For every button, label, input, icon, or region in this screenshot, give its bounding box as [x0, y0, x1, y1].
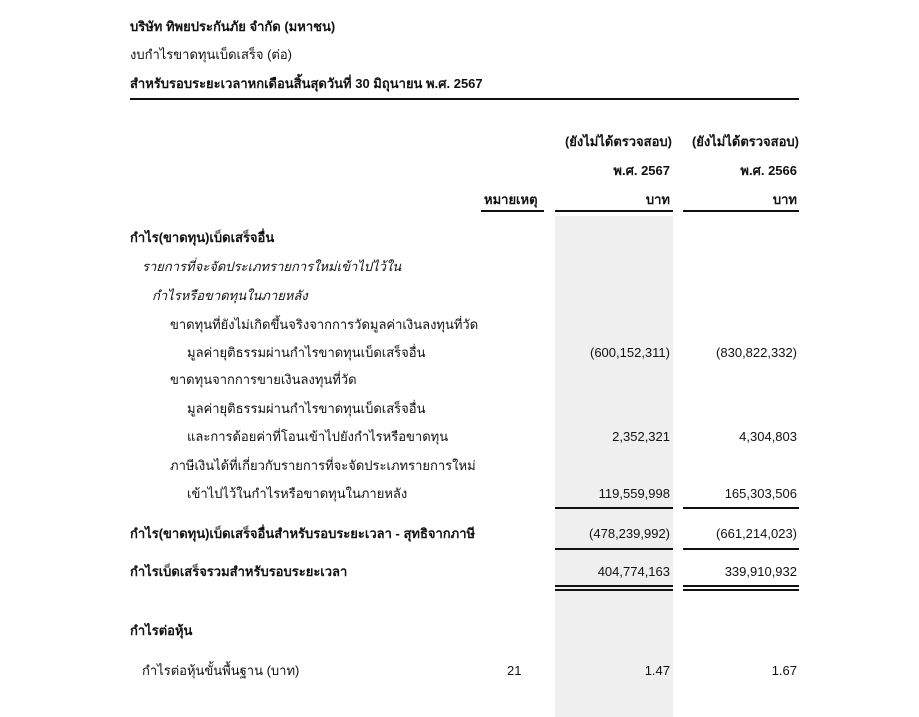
total-comprehensive-income-2567: 404,774,163: [597, 564, 670, 579]
total-col1-double-underline-bottom: [555, 589, 673, 591]
eps-heading: กำไรต่อหุ้น: [130, 623, 193, 638]
tax-2567: 119,559,998: [598, 486, 670, 501]
total-col2-double-underline-bottom: [683, 589, 799, 591]
tax-col2-underline: [683, 507, 799, 509]
reclass-subheading-line1: รายการที่จะจัดประเภทรายการใหม่เข้าไปไว้ใน: [142, 259, 402, 274]
eps-basic-label: กำไรต่อหุ้นขั้นพื้นฐาน (บาท): [142, 663, 300, 678]
unrealized-loss-label-line2: มูลค่ายุติธรรมผ่านกำไรขาดทุนเบ็ดเสร็จอื่น: [187, 345, 426, 360]
unrealized-loss-2566: (830,822,332): [716, 345, 797, 360]
tax-col1-underline: [555, 507, 673, 509]
oci-net-2567: (478,239,992): [589, 526, 670, 541]
sale-loss-2567: 2,352,321: [612, 429, 670, 444]
note-header-underline: [481, 210, 544, 212]
oci-net-2566: (661,214,023): [716, 526, 797, 541]
total-col2-double-underline-top: [683, 585, 799, 587]
oci-net-col1-underline: [555, 548, 673, 550]
eps-basic-2566: 1.67: [771, 663, 797, 678]
col2-year: พ.ศ. 2566: [740, 163, 797, 178]
eps-note-ref: 21: [507, 663, 522, 678]
oci-net-label: กำไร(ขาดทุน)เบ็ดเสร็จอื่นสำหรับรอบระยะเวลา - สุทธิจากภาษี: [130, 526, 476, 541]
tax-label-line1: ภาษีเงินได้ที่เกี่ยวกับรายการที่จะจัดประเภทรายการใหม่: [170, 458, 476, 473]
oci-heading: กำไร(ขาดทุน)เบ็ดเสร็จอื่น: [130, 230, 275, 245]
col1-status: (ยังไม่ได้ตรวจสอบ): [564, 134, 672, 149]
col2-header-underline: [683, 210, 799, 212]
tax-2566: 165,303,506: [724, 486, 797, 501]
oci-net-col2-underline: [683, 548, 799, 550]
total-col1-double-underline-top: [555, 585, 673, 587]
company-name: บริษัท ทิพยประกันภัย จำกัด (มหาชน): [130, 19, 336, 34]
note-column-label: หมายเหตุ: [484, 192, 538, 207]
total-comprehensive-income-2566: 339,910,932: [724, 564, 797, 579]
eps-basic-2567: 1.47: [644, 663, 670, 678]
col1-header-underline: [555, 210, 673, 212]
col2-unit: บาท: [772, 192, 797, 207]
tax-label-line2: เข้าไปไว้ในกำไรหรือขาดทุนในภายหลัง: [187, 486, 408, 501]
unrealized-loss-label-line1: ขาดทุนที่ยังไม่เกิดขึ้นจริงจากการวัดมูลค่าเงินลงทุนที่วัด: [170, 317, 479, 332]
col1-year: พ.ศ. 2567: [613, 163, 670, 178]
sale-loss-2566: 4,304,803: [739, 429, 797, 444]
col1-unit: บาท: [645, 192, 670, 207]
total-comprehensive-income-label: กำไรเบ็ดเสร็จรวมสำหรับรอบระยะเวลา: [130, 564, 348, 579]
current-year-column-shading: [555, 216, 673, 717]
reclass-subheading-line2: กำไรหรือขาดทุนในภายหลัง: [152, 288, 308, 303]
sale-loss-label-line2: มูลค่ายุติธรรมผ่านกำไรขาดทุนเบ็ดเสร็จอื่น: [187, 401, 426, 416]
header-divider: [130, 98, 799, 100]
statement-period: สำหรับรอบระยะเวลาหกเดือนสิ้นสุดวันที่ 30 มิถุนายน พ.ศ. 2567: [130, 76, 483, 91]
statement-title: งบกำไรขาดทุนเบ็ดเสร็จ (ต่อ): [130, 47, 293, 62]
unrealized-loss-2567: (600,152,311): [590, 345, 670, 360]
sale-loss-label-line1: ขาดทุนจากการขายเงินลงทุนที่วัด: [170, 372, 357, 387]
col2-status: (ยังไม่ได้ตรวจสอบ): [691, 134, 799, 149]
sale-loss-label-line3: และการด้อยค่าที่โอนเข้าไปยังกำไรหรือขาดทุน: [187, 429, 449, 444]
